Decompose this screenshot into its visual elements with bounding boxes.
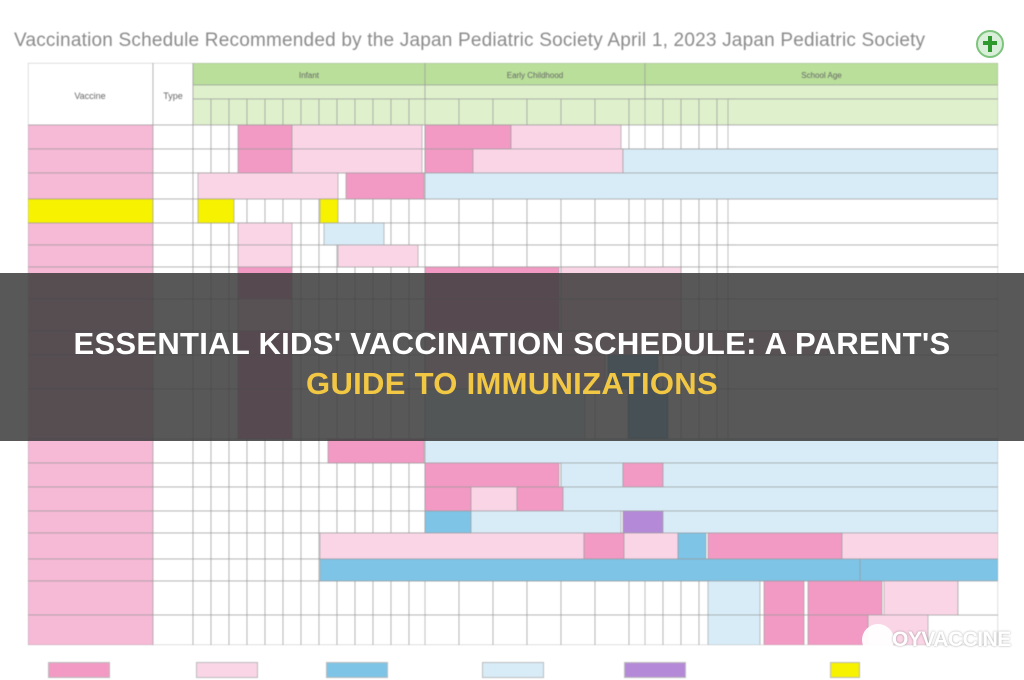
vaccine-name-cell xyxy=(28,559,153,581)
schedule-band xyxy=(346,173,424,199)
schedule-band xyxy=(623,149,998,173)
schedule-cell xyxy=(229,463,247,487)
schedule-cell xyxy=(527,223,561,245)
age-group-label: School Age xyxy=(801,71,842,80)
schedule-cell xyxy=(493,223,527,245)
schedule-band xyxy=(425,173,998,199)
vaccine-header-label: Vaccine xyxy=(74,91,106,101)
schedule-cell xyxy=(527,245,561,267)
article-title-line-2: GUIDE TO IMMUNIZATIONS xyxy=(306,366,718,401)
schedule-cell xyxy=(211,439,229,463)
vaccine-type-cell xyxy=(153,223,193,245)
schedule-cell xyxy=(409,615,427,645)
schedule-cell xyxy=(319,615,337,645)
age-group-label: Infant xyxy=(298,71,320,80)
schedule-band xyxy=(292,125,422,149)
schedule-cell xyxy=(301,439,319,463)
schedule-cell xyxy=(663,615,681,645)
age-column-header xyxy=(211,99,229,125)
schedule-cell xyxy=(229,511,247,533)
age-column-header xyxy=(425,99,459,125)
vaccine-name-cell xyxy=(28,199,153,223)
schedule-cell xyxy=(337,511,355,533)
schedule-band xyxy=(584,533,624,559)
vaccine-name-cell xyxy=(28,533,153,559)
society-logo-icon xyxy=(976,30,1004,58)
schedule-cell xyxy=(319,511,337,533)
schedule-cell xyxy=(193,511,211,533)
schedule-cell xyxy=(355,487,373,511)
schedule-cell xyxy=(561,199,595,223)
legend-swatch-purple xyxy=(624,662,686,678)
schedule-band xyxy=(511,125,621,149)
vaccine-type-cell xyxy=(153,581,193,615)
schedule-cell xyxy=(193,125,211,149)
vaccine-type-cell xyxy=(153,125,193,149)
schedule-band xyxy=(563,487,998,511)
schedule-cell xyxy=(409,199,427,223)
schedule-cell xyxy=(229,559,247,581)
schedule-band xyxy=(198,173,338,199)
schedule-cell xyxy=(301,511,319,533)
age-subheader xyxy=(645,85,998,99)
schedule-band xyxy=(328,439,424,463)
vaccine-type-cell xyxy=(153,511,193,533)
schedule-cell xyxy=(265,559,283,581)
schedule-cell xyxy=(391,487,409,511)
schedule-cell xyxy=(283,463,301,487)
schedule-band xyxy=(324,223,384,245)
vaccine-name-cell xyxy=(28,223,153,245)
schedule-cell xyxy=(493,245,527,267)
age-column-header xyxy=(493,99,527,125)
schedule-cell xyxy=(595,581,629,615)
schedule-cell xyxy=(493,615,527,645)
schedule-cell xyxy=(229,581,247,615)
schedule-cell xyxy=(391,511,409,533)
age-subheader xyxy=(193,85,425,99)
schedule-cell xyxy=(561,581,595,615)
schedule-cell xyxy=(645,199,663,223)
schedule-band xyxy=(238,245,292,267)
schedule-cell xyxy=(265,199,283,223)
schedule-cell xyxy=(265,511,283,533)
schedule-cell xyxy=(211,511,229,533)
schedule-cell xyxy=(595,615,629,645)
schedule-cell xyxy=(193,463,211,487)
schedule-band xyxy=(320,199,338,223)
schedule-cell xyxy=(459,223,493,245)
schedule-band xyxy=(708,581,760,615)
schedule-cell xyxy=(355,463,373,487)
schedule-cell xyxy=(728,199,998,223)
schedule-cell xyxy=(699,199,717,223)
schedule-cell xyxy=(425,245,459,267)
schedule-cell xyxy=(645,125,663,149)
schedule-cell xyxy=(265,581,283,615)
schedule-band xyxy=(425,487,471,511)
age-column-header xyxy=(373,99,391,125)
schedule-cell xyxy=(409,581,427,615)
schedule-cell xyxy=(425,581,459,615)
schedule-cell xyxy=(355,511,373,533)
schedule-cell xyxy=(409,463,427,487)
vaccine-type-cell xyxy=(153,439,193,463)
type-header-label: Type xyxy=(163,91,183,101)
age-column-header xyxy=(409,99,427,125)
schedule-cell xyxy=(527,581,561,615)
age-column-header xyxy=(265,99,283,125)
schedule-band xyxy=(238,223,292,245)
schedule-band xyxy=(425,149,473,173)
schedule-cell xyxy=(391,615,409,645)
schedule-cell xyxy=(211,615,229,645)
schedule-band xyxy=(808,581,882,615)
schedule-cell xyxy=(561,245,595,267)
schedule-cell xyxy=(409,487,427,511)
schedule-cell xyxy=(681,581,699,615)
age-column-header xyxy=(337,99,355,125)
schedule-cell xyxy=(283,199,301,223)
schedule-cell xyxy=(283,511,301,533)
schedule-cell xyxy=(211,149,229,173)
schedule-cell xyxy=(247,559,265,581)
schedule-cell xyxy=(229,487,247,511)
schedule-cell xyxy=(425,199,459,223)
schedule-cell xyxy=(681,245,699,267)
schedule-band xyxy=(198,199,234,223)
schedule-cell xyxy=(595,223,629,245)
schedule-cell xyxy=(319,245,337,267)
schedule-cell xyxy=(211,487,229,511)
schedule-cell xyxy=(247,511,265,533)
schedule-cell xyxy=(301,223,319,245)
schedule-cell xyxy=(373,487,391,511)
schedule-band xyxy=(561,463,623,487)
schedule-cell xyxy=(355,199,373,223)
schedule-cell xyxy=(211,559,229,581)
schedule-band xyxy=(623,511,663,533)
age-column-header xyxy=(527,99,561,125)
schedule-cell xyxy=(265,487,283,511)
schedule-cell xyxy=(193,615,211,645)
schedule-cell xyxy=(459,199,493,223)
schedule-cell xyxy=(247,615,265,645)
schedule-cell xyxy=(373,615,391,645)
age-subheader xyxy=(425,85,645,99)
schedule-cell xyxy=(391,199,409,223)
schedule-cell xyxy=(681,125,699,149)
schedule-band xyxy=(678,533,706,559)
schedule-cell xyxy=(391,581,409,615)
schedule-band xyxy=(517,487,563,511)
schedule-cell xyxy=(373,581,391,615)
age-column-header xyxy=(681,99,699,125)
schedule-band xyxy=(320,559,860,581)
schedule-cell xyxy=(265,463,283,487)
schedule-band xyxy=(708,615,760,645)
schedule-cell xyxy=(265,439,283,463)
schedule-band xyxy=(663,463,998,487)
schedule-cell xyxy=(301,533,319,559)
schedule-cell xyxy=(337,581,355,615)
schedule-cell xyxy=(645,223,663,245)
schedule-cell xyxy=(459,581,493,615)
schedule-cell xyxy=(265,615,283,645)
schedule-cell xyxy=(337,199,355,223)
legend-swatch-pink xyxy=(48,662,110,678)
schedule-cell xyxy=(211,463,229,487)
vaccine-name-cell xyxy=(28,581,153,615)
schedule-cell xyxy=(645,581,663,615)
vaccine-type-cell xyxy=(153,615,193,645)
schedule-cell xyxy=(283,615,301,645)
schedule-cell xyxy=(391,463,409,487)
schedule-cell xyxy=(699,223,717,245)
schedule-cell xyxy=(425,223,459,245)
schedule-cell xyxy=(527,615,561,645)
schedule-band xyxy=(292,149,422,173)
schedule-cell xyxy=(355,615,373,645)
schedule-cell xyxy=(319,487,337,511)
schedule-band xyxy=(808,615,868,645)
schedule-cell xyxy=(699,245,717,267)
vaccine-type-cell xyxy=(153,533,193,559)
schedule-band xyxy=(764,615,804,645)
schedule-cell xyxy=(373,511,391,533)
schedule-header-text: Vaccination Schedule Recommended by the Japan Pediatric Society April 1, 2023 Japan Pediatric Society xyxy=(14,30,926,51)
schedule-cell xyxy=(193,245,211,267)
schedule-cell xyxy=(409,511,427,533)
vaccine-name-cell xyxy=(28,511,153,533)
schedule-cell xyxy=(247,199,265,223)
schedule-cell xyxy=(283,559,301,581)
schedule-cell xyxy=(193,149,211,173)
schedule-band xyxy=(842,533,998,559)
age-column-header xyxy=(391,99,409,125)
schedule-cell xyxy=(681,223,699,245)
schedule-cell xyxy=(247,487,265,511)
vaccine-name-cell xyxy=(28,125,153,149)
schedule-cell xyxy=(283,581,301,615)
schedule-cell xyxy=(229,615,247,645)
schedule-band xyxy=(473,149,623,173)
schedule-band xyxy=(238,125,292,149)
vaccine-name-cell xyxy=(28,439,153,463)
legend-swatch-blue xyxy=(326,662,388,678)
schedule-cell xyxy=(527,199,561,223)
schedule-cell xyxy=(247,533,265,559)
schedule-cell xyxy=(728,223,998,245)
schedule-cell xyxy=(193,223,211,245)
schedule-cell xyxy=(645,615,663,645)
schedule-cell xyxy=(561,223,595,245)
schedule-band xyxy=(624,533,678,559)
schedule-cell xyxy=(425,615,459,645)
schedule-cell xyxy=(373,199,391,223)
schedule-cell xyxy=(337,615,355,645)
schedule-band xyxy=(338,245,418,267)
schedule-cell xyxy=(663,581,681,615)
vaccine-name-cell xyxy=(28,173,153,199)
age-column-header xyxy=(459,99,493,125)
schedule-cell xyxy=(301,463,319,487)
schedule-cell xyxy=(645,245,663,267)
age-group-label: Early Childhood xyxy=(506,71,564,80)
schedule-band xyxy=(623,463,663,487)
schedule-band xyxy=(425,125,511,149)
age-column-header xyxy=(229,99,247,125)
schedule-band xyxy=(238,149,292,173)
schedule-cell xyxy=(193,487,211,511)
schedule-cell xyxy=(301,487,319,511)
schedule-cell xyxy=(283,487,301,511)
schedule-cell xyxy=(595,245,629,267)
schedule-cell xyxy=(247,463,265,487)
schedule-cell xyxy=(663,223,681,245)
schedule-cell xyxy=(728,245,998,267)
age-column-header xyxy=(301,99,319,125)
schedule-cell xyxy=(247,581,265,615)
schedule-cell xyxy=(301,199,319,223)
vaccine-type-cell xyxy=(153,559,193,581)
schedule-cell xyxy=(211,223,229,245)
vaccine-name-cell xyxy=(28,245,153,267)
schedule-band xyxy=(663,511,998,533)
schedule-cell xyxy=(301,559,319,581)
schedule-cell xyxy=(459,615,493,645)
age-column-header xyxy=(728,99,998,125)
schedule-band xyxy=(425,511,471,533)
schedule-cell xyxy=(337,487,355,511)
schedule-cell xyxy=(211,125,229,149)
age-column-header xyxy=(645,99,663,125)
schedule-cell xyxy=(493,199,527,223)
schedule-cell xyxy=(211,533,229,559)
schedule-cell xyxy=(301,245,319,267)
age-column-header xyxy=(355,99,373,125)
vaccine-name-cell xyxy=(28,149,153,173)
schedule-band xyxy=(425,463,559,487)
schedule-cell xyxy=(193,439,211,463)
schedule-band xyxy=(425,439,998,463)
schedule-cell xyxy=(193,581,211,615)
schedule-cell xyxy=(681,615,699,645)
schedule-cell xyxy=(459,245,493,267)
vaccine-type-cell xyxy=(153,463,193,487)
age-column-header xyxy=(193,99,211,125)
vaccine-type-cell xyxy=(153,149,193,173)
schedule-cell xyxy=(663,125,681,149)
legend-swatch-light-blue xyxy=(482,662,544,678)
schedule-cell xyxy=(663,245,681,267)
schedule-cell xyxy=(247,439,265,463)
legend-swatch-light-pink xyxy=(196,662,258,678)
vaccine-type-cell xyxy=(153,199,193,223)
schedule-cell xyxy=(681,199,699,223)
schedule-band xyxy=(708,533,842,559)
schedule-cell xyxy=(319,581,337,615)
schedule-cell xyxy=(355,581,373,615)
schedule-cell xyxy=(193,533,211,559)
schedule-cell xyxy=(229,533,247,559)
schedule-band xyxy=(320,533,584,559)
schedule-cell xyxy=(193,559,211,581)
age-column-header xyxy=(699,99,717,125)
article-title-line-1: ESSENTIAL KIDS' VACCINATION SCHEDULE: A PARENT'S xyxy=(73,326,951,361)
schedule-cell xyxy=(595,199,629,223)
schedule-cell xyxy=(699,125,717,149)
schedule-cell xyxy=(663,199,681,223)
schedule-cell xyxy=(493,581,527,615)
schedule-cell xyxy=(229,439,247,463)
age-column-header xyxy=(247,99,265,125)
schedule-cell xyxy=(409,223,427,245)
schedule-cell xyxy=(211,581,229,615)
schedule-cell xyxy=(283,533,301,559)
age-column-header xyxy=(319,99,337,125)
schedule-cell xyxy=(265,533,283,559)
schedule-band xyxy=(958,581,998,615)
watermark-logo xyxy=(862,622,1022,662)
schedule-band xyxy=(860,559,998,581)
age-column-header xyxy=(595,99,629,125)
schedule-cell xyxy=(337,463,355,487)
schedule-band xyxy=(884,581,958,615)
age-column-header xyxy=(663,99,681,125)
watermark-text: OYVACCINE xyxy=(892,628,1011,651)
schedule-cell xyxy=(728,125,998,149)
schedule-cell xyxy=(391,223,409,245)
schedule-cell xyxy=(373,463,391,487)
schedule-cell xyxy=(283,439,301,463)
legend-swatch-yellow xyxy=(830,662,860,678)
schedule-cell xyxy=(301,615,319,645)
vaccine-type-cell xyxy=(153,487,193,511)
schedule-cell xyxy=(561,615,595,645)
vaccine-name-cell xyxy=(28,463,153,487)
vaccine-type-cell xyxy=(153,173,193,199)
age-column-header xyxy=(561,99,595,125)
age-column-header xyxy=(283,99,301,125)
vaccine-type-cell xyxy=(153,245,193,267)
watermark-circle-icon xyxy=(862,624,894,656)
schedule-band xyxy=(764,581,804,615)
vaccine-name-cell xyxy=(28,487,153,511)
schedule-band xyxy=(471,511,621,533)
schedule-band xyxy=(471,487,517,511)
schedule-cell xyxy=(301,581,319,615)
vaccine-name-cell xyxy=(28,615,153,645)
schedule-cell xyxy=(319,463,337,487)
schedule-cell xyxy=(211,245,229,267)
